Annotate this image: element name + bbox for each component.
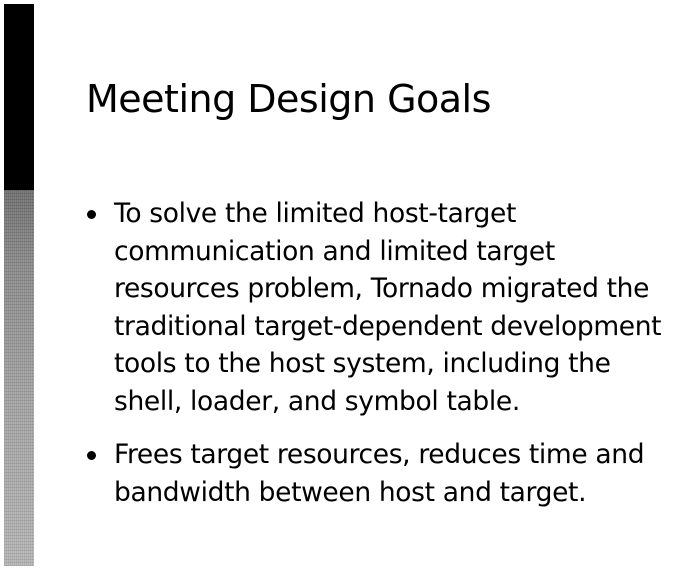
bullet-text: Frees target resources, reduces time and bandwidth between host and target. (114, 439, 645, 508)
bullet-text: To solve the limited host-target communication and limited target resources problem, Tornado migrated the traditional target-dependent development tools to the host system, including the shell, loader, and symbol table. (114, 198, 662, 417)
side-bar-gradient-segment (4, 190, 34, 566)
slide-title: Meeting Design Goals (86, 77, 491, 121)
side-bar-solid-segment (4, 4, 34, 190)
bullet-list (84, 195, 689, 511)
bullet-icon (87, 451, 96, 460)
bullet-item (84, 436, 689, 511)
bullet-icon (87, 210, 96, 219)
decorative-side-bar (4, 4, 34, 566)
bullet-item (84, 195, 689, 420)
